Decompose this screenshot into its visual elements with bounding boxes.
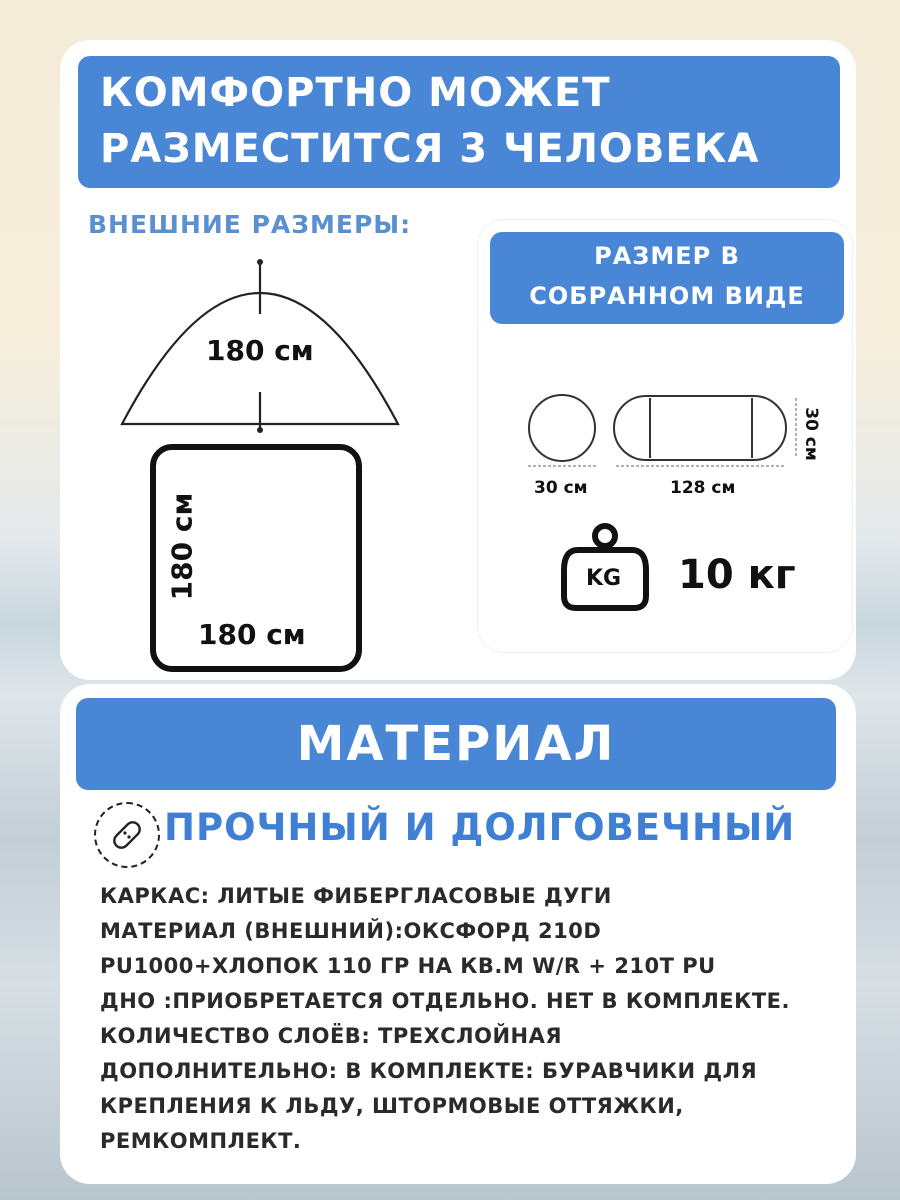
spec-line: ДНО :ПРИОБРЕТАЕТСЯ ОТДЕЛЬНО. НЕТ В КОМПЛЕКТЕ.: [100, 989, 790, 1013]
spec-line: КРЕПЛЕНИЯ К ЛЬДУ, ШТОРМОВЫЕ ОТТЯЖКИ,: [100, 1094, 684, 1118]
tent-side-label: 180 см: [165, 492, 199, 601]
packed-diameter-label: 30 см: [534, 478, 588, 498]
spec-line: КОЛИЧЕСТВО СЛОЁВ: ТРЕХСЛОЙНАЯ: [100, 1024, 563, 1048]
spec-line: ДОПОЛНИТЕЛЬНО: В КОМПЛЕКТЕ: БУРАВЧИКИ ДЛЯ: [100, 1059, 758, 1083]
headline-line-2: РАЗМЕСТИТСЯ 3 ЧЕЛОВЕКА: [100, 126, 760, 172]
weight-icon-text: KG: [586, 566, 622, 591]
packed-title-line-2: СОБРАННОМ ВИДЕ: [529, 282, 805, 310]
packed-weight: 10 кг: [678, 552, 796, 598]
outer-dimensions-title: ВНЕШНИЕ РАЗМЕРЫ:: [88, 210, 412, 239]
packed-height-label: 30 см: [800, 407, 821, 461]
packed-title-line-1: РАЗМЕР В: [594, 242, 740, 270]
headline-banner: [78, 56, 840, 188]
material-feature-title: ПРОЧНЫЙ И ДОЛГОВЕЧНЫЙ: [164, 806, 796, 849]
spec-line: КАРКАС: ЛИТЫЕ ФИБЕРГЛАСОВЫЕ ДУГИ: [100, 884, 612, 908]
spec-line: МАТЕРИАЛ (ВНЕШНИЙ):ОКСФОРД 210D: [100, 919, 602, 943]
packed-length-label: 128 см: [670, 478, 736, 498]
packed-bag-diagram: [522, 392, 802, 472]
spec-line: PU1000+ХЛОПОК 110 ГР НА КВ.М W/R + 210T PU: [100, 954, 716, 978]
tent-height-label: 180 см: [206, 334, 314, 367]
headline-line-1: КОМФОРТНО МОЖЕТ: [100, 70, 611, 116]
spec-line: РЕМКОМПЛЕКТ.: [100, 1129, 302, 1153]
bandage-icon: [94, 802, 160, 868]
packed-size-banner: [490, 232, 844, 324]
tent-bottom-label: 180 см: [198, 618, 306, 651]
material-banner: МАТЕРИАЛ: [76, 698, 836, 790]
